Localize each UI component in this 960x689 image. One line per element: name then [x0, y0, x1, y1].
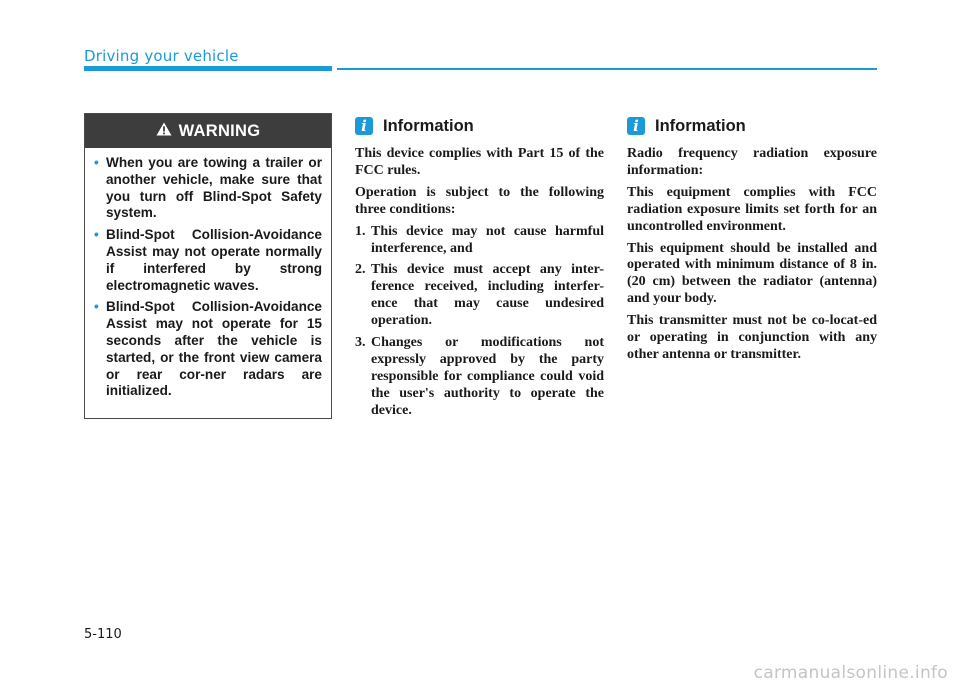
bullet-icon: •	[94, 299, 99, 315]
info-radiation-section	[627, 113, 877, 369]
condition-item	[355, 335, 604, 420]
section-title: Driving your vehicle	[84, 47, 239, 65]
watermark: carmanualsonline.info	[753, 663, 948, 683]
condition-number: 2.	[355, 262, 366, 278]
info-paragraph: This transmitter must not be co-locat-ed or operating in conjunction with any other antenna or transmitter.	[627, 313, 877, 362]
condition-text: This device may not cause harmful interference, and	[371, 223, 604, 256]
info-header	[627, 113, 877, 139]
header-rule-thick	[84, 66, 332, 71]
warning-header	[85, 114, 331, 148]
warning-item-text: Blind-Spot Collision-Avoidance Assist may not operate for 15 seconds after the vehicle is started, or the front view camera or rear cor-ner radars are initialized.	[106, 299, 322, 399]
warning-item	[93, 155, 322, 222]
warning-item	[93, 227, 322, 294]
info-paragraph: This equipment complies with FCC radiation exposure limits set forth for an uncontrolled environment.	[627, 184, 877, 234]
info-header	[355, 113, 604, 139]
info-paragraph: Operation is subject to the following three conditions:	[355, 184, 604, 217]
warning-list	[85, 148, 331, 400]
conditions-list	[355, 224, 604, 420]
info-paragraph: This device complies with Part 15 of the FCC rules.	[355, 146, 604, 178]
info-title: Information	[655, 116, 746, 135]
bullet-icon: •	[94, 155, 99, 170]
condition-text: Changes or modifications not expressly approved by the party responsible for compliance could void the user's authority to operate the device.	[371, 335, 604, 418]
warning-item-text: Blind-Spot Collision-Avoidance Assist may not operate normally if interfered by strong electromagnetic waves.	[106, 227, 322, 293]
info-fcc-section	[355, 113, 604, 425]
warning-triangle-icon	[156, 122, 172, 141]
info-icon: i	[627, 117, 645, 135]
warning-item	[93, 299, 322, 400]
condition-item	[355, 262, 604, 330]
condition-number: 1.	[355, 223, 366, 239]
condition-number: 3.	[355, 335, 366, 351]
page-number: 5-110	[84, 627, 122, 642]
warning-title: WARNING	[178, 121, 261, 140]
info-icon: i	[355, 117, 373, 135]
condition-item	[355, 224, 604, 258]
header-rule-thin	[337, 68, 877, 70]
info-paragraph: Radio frequency radiation exposure information:	[627, 146, 877, 178]
warning-box	[84, 113, 332, 419]
info-paragraph: This equipment should be installed and operated with minimum distance of 8 in. (20 cm) between the radiator (antenna) and your body.	[627, 240, 877, 307]
bullet-icon: •	[94, 227, 99, 243]
info-title: Information	[383, 116, 474, 135]
warning-item-text: When you are towing a trailer or another vehicle, make sure that you turn off Blind-Spot Safety system.	[106, 155, 322, 221]
condition-text: This device must accept any inter-ference received, including interfer-ence that may cause undesired operation.	[371, 262, 604, 329]
